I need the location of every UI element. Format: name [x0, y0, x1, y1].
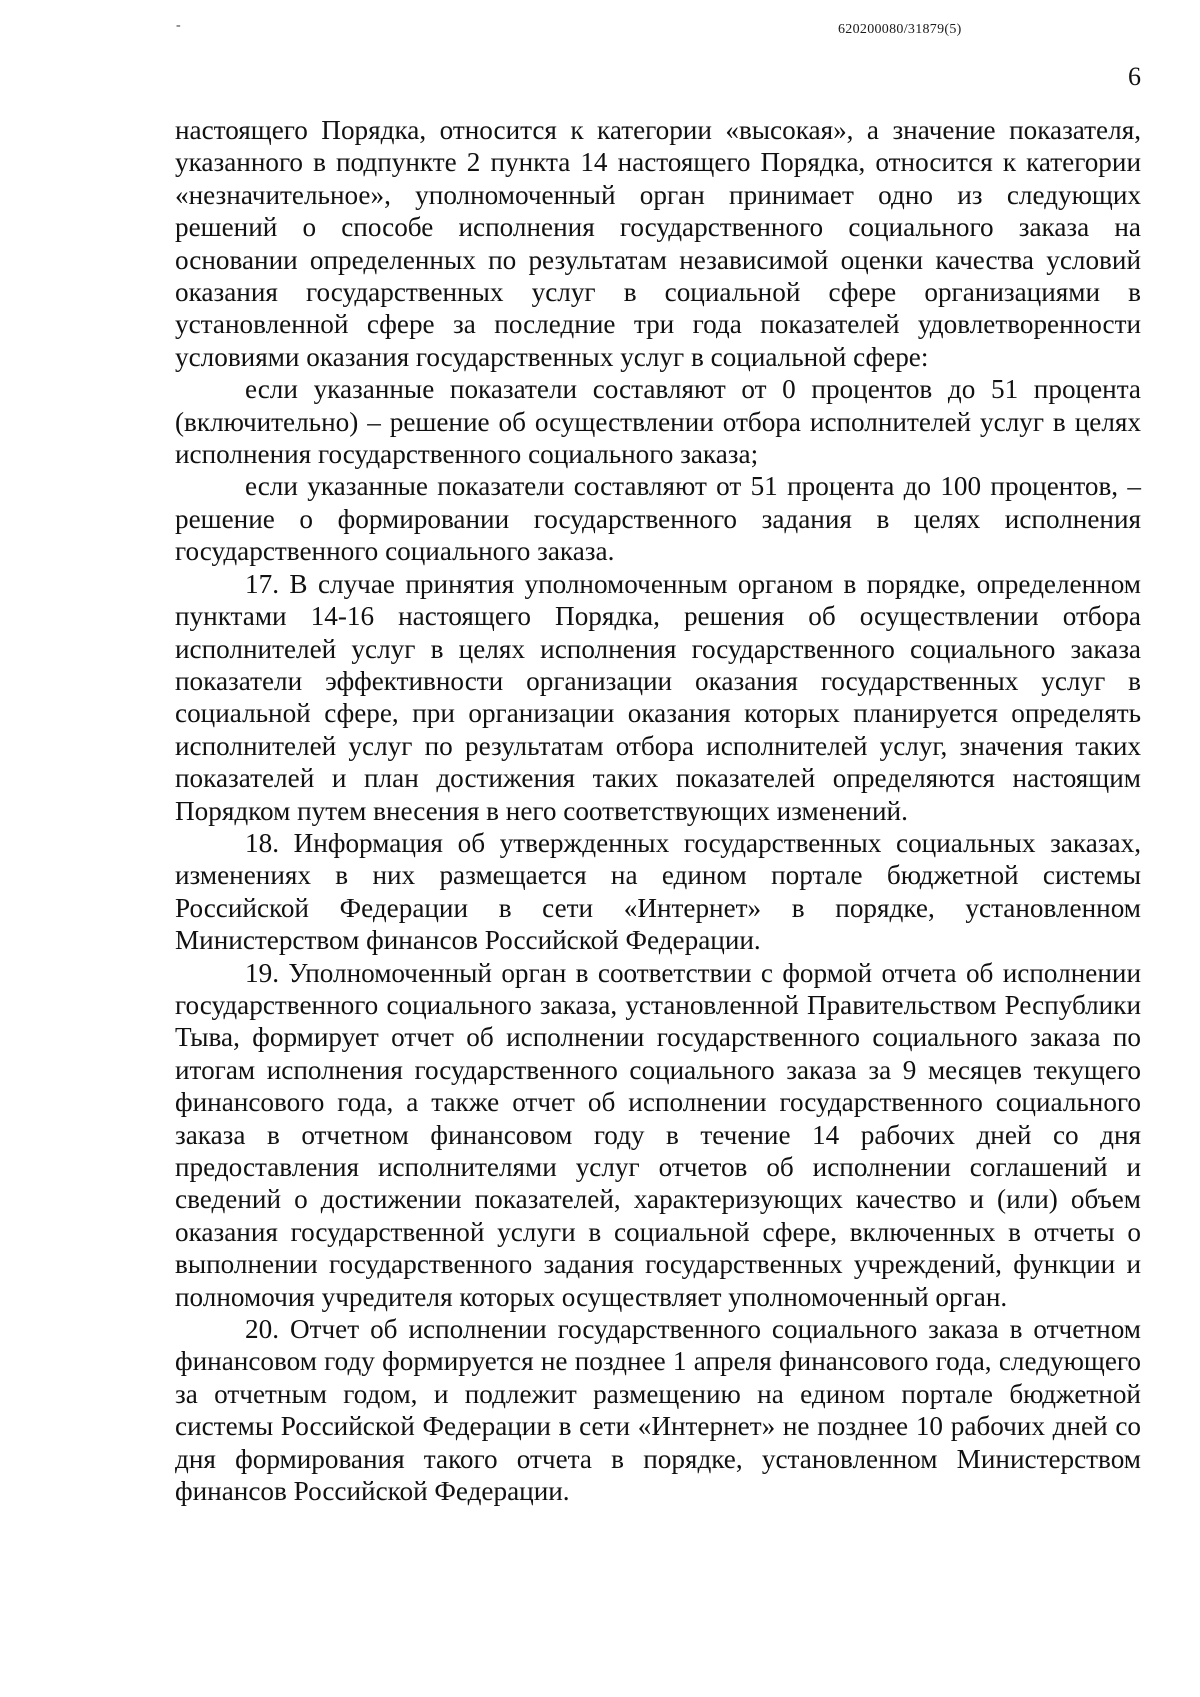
document-body: [175, 114, 1141, 1507]
scan-mark: -: [176, 18, 181, 33]
paragraph-condition-low: если указанные показатели составляют от 0 процентов до 51 процента (включительно) – решение об осуществлении отбора исполнителей услуг в целях исполнения государственного социального заказа;: [175, 374, 1141, 470]
paragraph-item-20: 20. Отчет об исполнении государственного социального заказа в отчетном финансовом году формируется не позднее 1 апреля финансового года, следующего за отчетным годом, и подлежит размещению на едином портале бюджетной системы Российской Федерации в сети «Интернет» не позднее 10 рабочих дней со дня формирования такого отчета в порядке, установленном Министерством финансов Российской Федерации.: [175, 1314, 1141, 1507]
paragraph-continuation: настоящего Порядка, относится к категории «высокая», а значение показателя, указанного в подпункте 2 пункта 14 настоящего Порядка, относится к категории «незначительное», уполномоченный орган принимает одно из следующих решений о способе исполнения государственного социального заказа на основании определенных по результатам независимой оценки качества условий оказания государственных услуг в социальной сфере организациями в установленной сфере за последние три года показателей удовлетворенности условиями оказания государственных услуг в социальной сфере:: [175, 115, 1141, 372]
paragraph-condition-high: если указанные показатели составляют от 51 процента до 100 процентов, – решение о формировании государственного задания в целях исполнения государственного социального заказа.: [175, 471, 1141, 567]
paragraph-item-19: 19. Уполномоченный орган в соответствии с формой отчета об исполнении государственного социального заказа, установленной Правительством Республики Тыва, формирует отчет об исполнении государственного социального заказа по итогам исполнения государственного социального заказа за 9 месяцев текущего финансового года, а также отчет об исполнении государственного социального заказа в отчетном финансовом году в течение 14 рабочих дней со дня предоставления исполнителями услуг отчетов об исполнении соглашений и сведений о достижении показателей, характеризующих качество и (или) объем оказания государственной услуги в социальной сфере, включенных в отчеты о выполнении государственного задания государственных учреждений, функции и полномочия учредителя которых осуществляет уполномоченный орган.: [175, 957, 1141, 1312]
paragraph-item-17: 17. В случае принятия уполномоченным органом в порядке, определенном пунктами 14-16 настоящего Порядка, решения об осуществлении отбора исполнителей услуг в целях исполнения государственного социального заказа показатели эффективности организации оказания государственных услуг в социальной сфере, при организации оказания которых планируется определять исполнителей услуг по результатам отбора исполнителей услуг, значения таких показателей и план достижения таких показателей определяются настоящим Порядком путем внесения в него соответствующих изменений.: [175, 568, 1141, 826]
page-number: 6: [1128, 62, 1141, 91]
paragraph-item-18: 18. Информация об утвержденных государственных социальных заказах, изменениях в них размещается на едином портале бюджетной системы Российской Федерации в сети «Интернет» в порядке, установленном Министерством финансов Российской Федерации.: [175, 827, 1141, 956]
document-code: 620200080/31879(5): [838, 22, 962, 37]
